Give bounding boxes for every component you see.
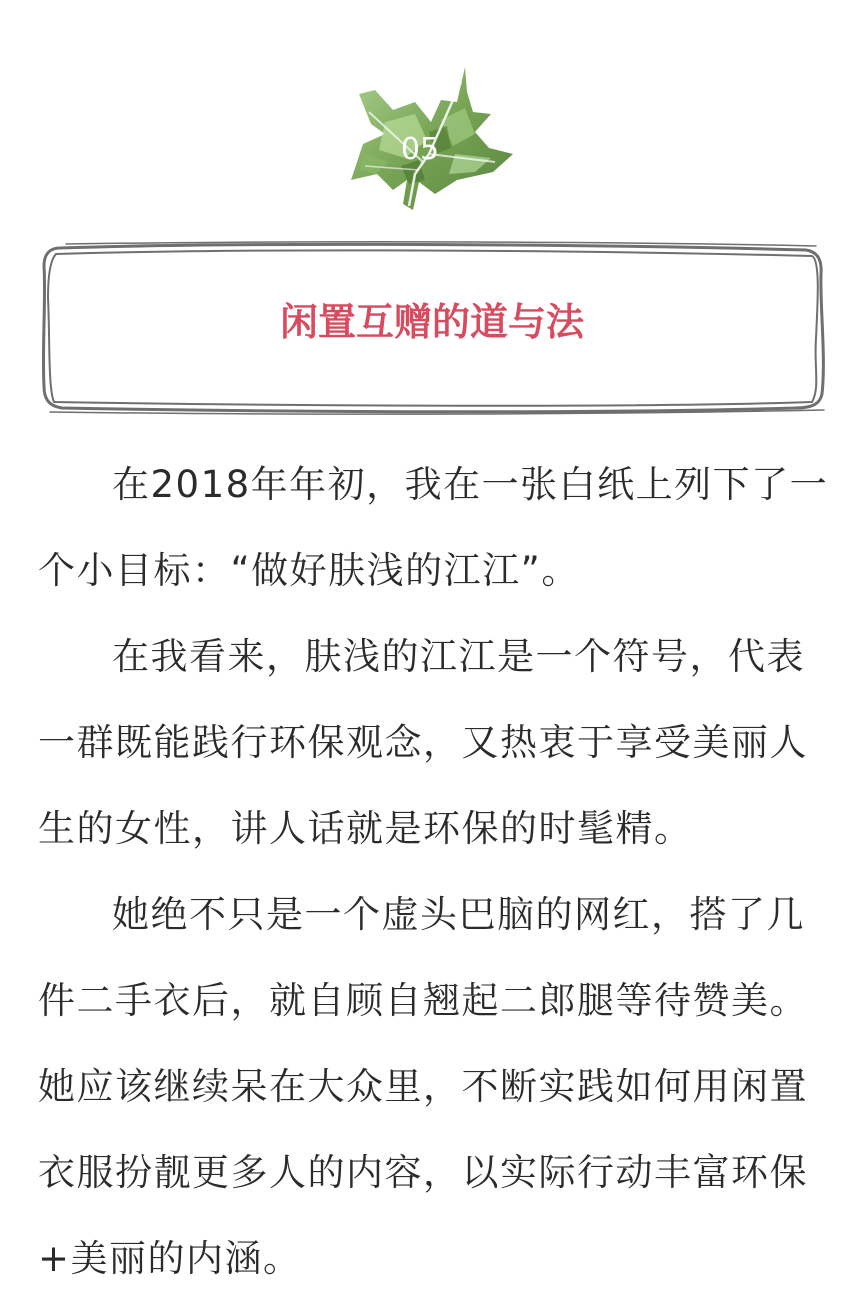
title-box xyxy=(36,238,828,416)
section-number: 05 xyxy=(400,132,440,167)
section-title: 闲置互赠的道与法 xyxy=(279,300,584,344)
paragraph: 在2018年年初，我在一张白纸上列下了一个小目标：“做好肤浅的江江”。 xyxy=(38,463,829,592)
article-body xyxy=(38,442,830,1302)
paragraph: 她绝不只是一个虚头巴脑的网红，搭了几件二手衣后，就自顾自翘起二郎腿等待赞美。她应该继续呆在大众里，不断实践如何用闲置衣服扮靓更多人的内容，以实际行动丰富环保+美丽的内涵。 xyxy=(38,893,808,1280)
section-number-badge xyxy=(345,62,515,217)
paragraph: 在我看来，肤浅的江江是一个符号，代表一群既能践行环保观念，又热衷于享受美丽人生的女性，讲人话就是环保的时髦精。 xyxy=(38,635,808,850)
